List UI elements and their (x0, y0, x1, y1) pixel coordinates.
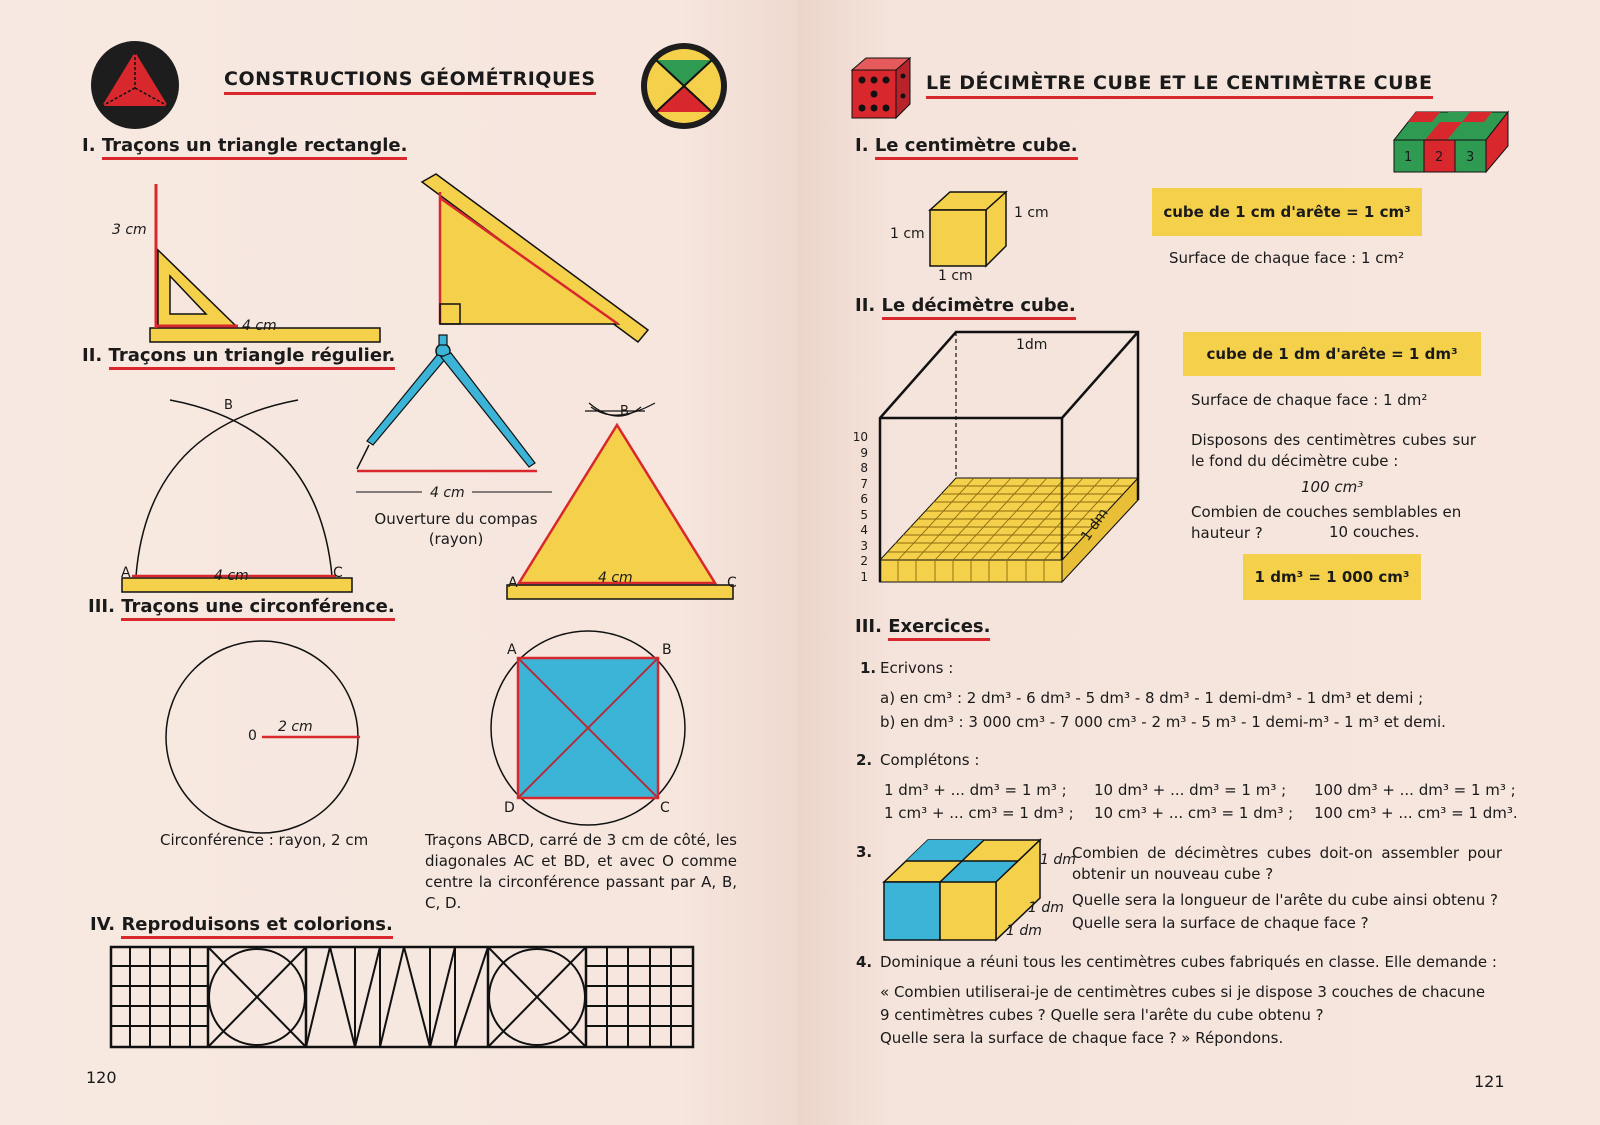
r-section-3-heading (855, 616, 990, 637)
exercise-4-line-2: « Combien utiliserai-je de centimètres cubes si je dispose 3 couches de chacune (880, 983, 1486, 1001)
dm-cube-value-2: 10 couches. (1329, 523, 1420, 541)
cm-cube-dim-left: 1 cm (890, 226, 925, 242)
exercise-1a: a) en cm³ : 2 dm³ - 6 dm³ - 5 dm³ - 8 dm³ - 1 demi-dm³ - 1 dm³ et demi ; (880, 689, 1424, 707)
arc-label-c: C (333, 565, 343, 581)
scale-3: 3 (860, 538, 868, 553)
page-number-right: 121 (1474, 1072, 1505, 1091)
scale-8: 8 (860, 461, 868, 475)
r-section-1-title: Le centimètre cube. (875, 135, 1078, 160)
dm-cube-dim-side: 1 dm (1078, 505, 1112, 545)
exercise-3-question-2: Quelle sera la longueur de l'arête du cube ainsi obtenu ? (1072, 891, 1498, 909)
circle-center-label: 0 (248, 728, 257, 744)
exercise-4-number: 4. (856, 953, 873, 971)
label-4cm: 4 cm (242, 318, 277, 334)
decimeter-cube-drawing (880, 330, 1150, 592)
exercise-3-question-3: Quelle sera la surface de chaque face ? (1072, 914, 1369, 932)
dm-cube-dim-top: 1dm (1016, 337, 1048, 353)
square-label-d: D (504, 800, 515, 816)
exercise-4-line-1: Dominique a réuni tous les centimètres cubes fabriqués en classe. Elle demande : (880, 953, 1497, 971)
exercise-2-r2c1: 1 cm³ + ... cm³ = 1 dm³ ; (884, 804, 1074, 822)
label-3cm: 3 cm (112, 222, 147, 238)
exercise-2-r1c3: 100 dm³ + ... dm³ = 1 m³ ; (1314, 781, 1516, 799)
r-section-2-heading (855, 295, 1076, 316)
exercise-1b: b) en dm³ : 3 000 cm³ - 7 000 cm³ - 2 m³ - 5 m³ - 1 demi-m³ - 1 m³ et demi. (880, 713, 1446, 731)
dm-cube-surface: Surface de chaque face : 1 dm² (1191, 391, 1428, 409)
exercise-2-r2c2: 10 cm³ + ... cm³ = 1 dm³ ; (1094, 804, 1294, 822)
exercise-2-label: Complétons : (880, 751, 980, 769)
exercise-2-r1c2: 10 dm³ + ... dm³ = 1 m³ ; (1094, 781, 1287, 799)
scale-10: 10 (852, 430, 868, 444)
section-4-title: Reproduisons et colorions. (121, 914, 392, 939)
section-4-heading (90, 914, 393, 935)
section-2-number: II. (82, 345, 103, 366)
dm-cube-definition-box: cube de 1 dm d'arête = 1 dm³ (1183, 332, 1481, 376)
scale-2: 2 (860, 554, 868, 568)
r-section-1-heading (855, 135, 1078, 156)
two-cubes-dim-3: 1 dm (1006, 923, 1042, 939)
section-1-number: I. (82, 135, 96, 156)
dm-cube-value-1: 100 cm³ (1301, 478, 1364, 496)
cm-cube-dim-bottom: 1 cm (938, 268, 973, 284)
dm-cm-equivalence-box: 1 dm³ = 1 000 cm³ (1243, 554, 1421, 600)
circle-radius-label: 2 cm (278, 719, 313, 735)
cm-cube-dim-top: 1 cm (1014, 205, 1049, 221)
square-in-circle-drawing (488, 628, 688, 828)
pattern-frieze-drawing (110, 946, 694, 1048)
page-number-left: 120 (86, 1068, 117, 1087)
square-label-b: B (662, 642, 672, 658)
scale-1: 1 (860, 569, 868, 584)
dm-cube-text-2: Combien de couches semblables en hauteur ? (1191, 503, 1462, 542)
right-page (798, 0, 1600, 1125)
compass-caption: Ouverture du compas (374, 510, 538, 528)
exercise-2-r2c3: 100 cm³ + ... cm³ = 1 dm³. (1314, 804, 1518, 822)
r-section-3-title: Exercices. (888, 616, 990, 641)
die-icon (850, 56, 912, 120)
section-3-number: III. (88, 596, 115, 617)
exercise-1-number: 1. (860, 659, 877, 677)
cm-cube-definition-box: cube de 1 cm d'arête = 1 cm³ (1152, 188, 1422, 236)
triangle-emblem-icon (90, 40, 180, 130)
hourglass-emblem-icon (640, 42, 728, 130)
compass-length: 4 cm (430, 485, 465, 501)
triangle-label-c: C (727, 575, 737, 591)
two-cubes-dim-2: 1 dm (1028, 900, 1064, 916)
exercise-2-r1c1: 1 dm³ + ... dm³ = 1 m³ ; (884, 781, 1067, 799)
section-2-title: Traçons un triangle régulier. (109, 345, 396, 370)
section-1-title: Traçons un triangle rectangle. (102, 135, 408, 160)
dm-cube-text-1: Disposons des centimètres cubes sur le fond du décimètre cube : (1191, 431, 1476, 470)
r-section-2-number: II. (855, 295, 876, 316)
exercise-1-label: Ecrivons : (880, 659, 954, 677)
triangle-length: 4 cm (598, 570, 633, 586)
arc-label-a: A (121, 565, 131, 581)
square-label-c: C (660, 800, 670, 816)
section-1-heading (82, 135, 407, 156)
scale-6: 6 (860, 492, 868, 506)
scale-4: 4 (860, 523, 868, 537)
circle-drawing (165, 640, 365, 840)
scale-5: 5 (860, 507, 868, 522)
r-section-3-number: III. (855, 616, 882, 637)
left-page (0, 0, 798, 1125)
strip-label-3: 3 (1466, 150, 1475, 165)
exercise-2-number: 2. (856, 751, 873, 769)
strip-label-1: 1 (1404, 150, 1413, 165)
strip-label-2: 2 (1435, 150, 1444, 165)
circle-caption: Circonférence : rayon, 2 cm (160, 831, 369, 849)
triangle-label-b: B (620, 404, 629, 419)
square-label-a: A (507, 642, 517, 658)
r-section-2-title: Le décimètre cube. (882, 295, 1076, 320)
exercise-3-number: 3. (856, 843, 873, 861)
exercise-4-line-3: 9 centimètres cubes ? Quelle sera l'arête du cube obtenu ? (880, 1006, 1324, 1024)
centimeter-cube-drawing (928, 190, 1008, 268)
exercise-4-line-4: Quelle sera la surface de chaque face ? » Répondons. (880, 1029, 1284, 1047)
big-set-square-drawing (418, 172, 658, 352)
exercise-3-question-1: Combien de décimètres cubes doit-on assembler pour obtenir un nouveau cube ? (1072, 844, 1502, 883)
scale-7: 7 (860, 476, 868, 491)
section-3-heading (88, 596, 395, 617)
r-section-1-number: I. (855, 135, 869, 156)
dm-cube-height-scale (846, 430, 868, 585)
two-cubes-dim-1: 1 dm (1040, 852, 1076, 868)
section-3-title: Traçons une circonférence. (121, 596, 394, 621)
cm-cube-surface: Surface de chaque face : 1 cm² (1169, 249, 1405, 267)
section-4-number: IV. (90, 914, 116, 935)
square-instructions: Traçons ABCD, carré de 3 cm de côté, les diagonales AC et BD, et avec O comme centre la circonférence passant par A, B, C, D. (425, 831, 737, 912)
arc-label-length: 4 cm (214, 568, 249, 584)
section-2-heading (82, 345, 395, 366)
scale-9: 9 (860, 445, 868, 460)
arc-label-b: B (224, 398, 233, 413)
triangle-label-a: A (508, 575, 518, 591)
right-page-title: LE DÉCIMÈTRE CUBE ET LE CENTIMÈTRE CUBE (926, 72, 1433, 99)
compass-caption-2: (rayon) (428, 530, 484, 548)
left-page-title: CONSTRUCTIONS GÉOMÉTRIQUES (224, 68, 596, 95)
